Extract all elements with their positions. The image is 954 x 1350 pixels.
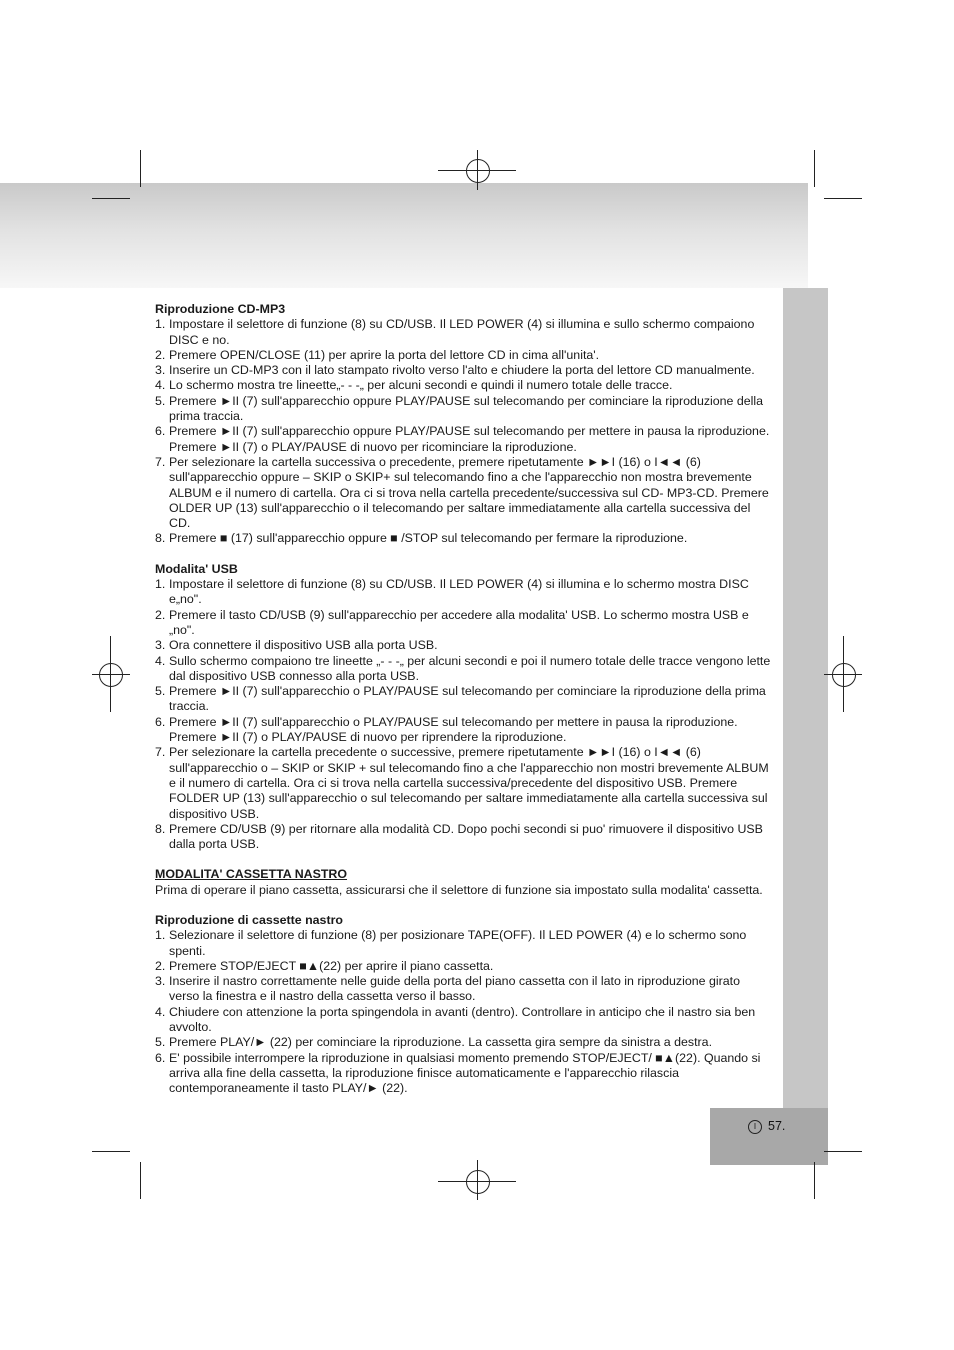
registration-mark: [832, 663, 856, 687]
list-item: 5. Premere PLAY/► (22) per cominciare la riproduzione. La cassetta gira sempre da sinistra a destra.: [155, 1035, 713, 1050]
list-item: 5. Premere ►II (7) sull'apparecchio o PLAY/PAUSE sul telecomando per cominciare la riproduzione della prima traccia.: [155, 684, 766, 714]
page-number-text: 57.: [768, 1119, 786, 1133]
registration-mark: [466, 159, 490, 183]
list-item: 8. Premere ■ (17) sull'apparecchio oppure ■ /STOP sul telecomando per fermare la riproduzione.: [155, 531, 688, 546]
crop-mark: [92, 1151, 130, 1152]
list-item: 4. Chiudere con attenzione la porta spingendola in avanti (dentro). Controllare in anticipo che il nastro sia ben avvolto.: [155, 1004, 756, 1035]
list-item: 1. Impostare il selettore di funzione (8) su CD/USB. Il LED POWER (4) si illumina e sullo schermo compaiono DISC e no.: [155, 317, 755, 347]
list-item: 2. Premere OPEN/CLOSE (11) per aprire la porta del lettore CD in cima all'unita'.: [155, 347, 600, 362]
crop-mark: [824, 1151, 862, 1152]
list-item: 2. Premere il tasto CD/USB (9) sull'apparecchio per accedere alla modalita' USB. Lo schermo mostra USB e „no".: [155, 607, 749, 637]
list-item: 8. Premere CD/USB (9) per ritornare alla modalità CD. Dopo pochi secondi si puo' rimuovere il dispositivo USB dalla porta USB.: [155, 821, 763, 852]
side-tab-strip: [783, 288, 828, 1165]
intro-paragraph: Prima di operare il piano cassetta, assicurarsi che il selettore di funzione sia impostato sulla modalita' cassetta.: [155, 882, 763, 897]
list-item: 6. Premere ►II (7) sull'apparecchio oppure PLAY/PAUSE sul telecomando per mettere in pausa la riproduzione. Premere ►II (7) o PLAY/PAUSE di nuovo per ricominciare la riproduzione.: [155, 424, 770, 454]
crop-mark: [92, 198, 130, 199]
registration-mark: [466, 1170, 490, 1194]
numbered-list: [155, 577, 773, 852]
crop-mark: [140, 1162, 141, 1199]
list-item: 6. Premere ►II (7) sull'apparecchio o PLAY/PAUSE sul telecomando per mettere in pausa la riproduzione. Premere ►II (7) o PLAY/PAUSE di nuovo per riprendere la riproduzione.: [155, 714, 738, 745]
section-heading-underlined: MODALITA' CASSETTA NASTRO: [155, 867, 348, 882]
list-item: 3. Inserire il nastro correttamente nelle guide della porta del piano cassetta con il lato in riproduzione girato verso la finestra e il nastro della cassetta verso il basso.: [155, 974, 740, 1004]
crop-mark: [814, 1162, 815, 1199]
crop-mark: [814, 150, 815, 187]
list-item: 5. Premere ►II (7) sull'apparecchio oppure PLAY/PAUSE sul telecomando per cominciare la riproduzione della prima traccia.: [155, 393, 764, 424]
page-number: [748, 1119, 785, 1134]
list-item: 1. Selezionare il selettore di funzione (8) per posizionare TAPE(OFF). Il LED POWER (4) e lo schermo sono spenti.: [155, 928, 747, 958]
list-item: 6. E' possibile interrompere la riproduzione in qualsiasi momento premendo STOP/EJECT/ ■▲(22). Quando si arriva alla fine della cassetta, la riproduzione finisce automaticamente e l'apparecchio rilascia contemporaneamente il tasto PLAY/► (22).: [155, 1050, 761, 1096]
section-heading: Modalita' USB: [155, 561, 238, 576]
section-heading: Riproduzione di cassette nastro: [155, 912, 343, 927]
list-item: 7. Per selezionare la cartella precedente o successive, premere ripetutamente ►►I (16) o I◄◄ (6) sull'apparecchio o – SKIP or SKIP + sul telecomando fino a che l'apparecchio non mostri brevemente ALBUM e il numero di cartella. Ora ci si trova nella cartella successiva/precedente del dispositivo USB. Premere FOLDER UP (13) sull'apparecchio o sul telecomando per saltare immediatamente alla cartella successiva sul dispositivo USB.: [155, 745, 769, 821]
numbered-list: [155, 317, 773, 546]
crop-mark: [140, 150, 141, 187]
list-item: 1. Impostare il selettore di funzione (8) su CD/USB. Il LED POWER (4) si illumina e lo schermo mostra DISC e„no".: [155, 577, 749, 607]
list-item: 2. Premere STOP/EJECT ■▲(22) per aprire il piano cassetta.: [155, 958, 494, 973]
manual-text: [155, 302, 773, 1097]
list-item: 3. Ora connettere il dispositivo USB alla porta USB.: [155, 638, 438, 653]
section-heading: Riproduzione CD-MP3: [155, 302, 286, 316]
crop-mark: [824, 198, 862, 199]
page-number-box: [710, 1108, 828, 1165]
registration-mark: [99, 663, 123, 687]
list-item: 4. Lo schermo mostra tre lineette„- - -„ per alcuni secondi e quindi il numero totale delle tracce.: [155, 378, 673, 393]
numbered-list: [155, 928, 773, 1096]
list-item: 7. Per selezionare la cartella successiva o precedente, premere ripetutamente ►►I (16) o I◄◄ (6) sull'apparecchio oppure – SKIP o SKIP+ sul telecomando fino a che l'apparecchio non mostra brevemente ALBUM e il numero di cartella. Ora ci si trova nella cartella precedente/successiva sul CD- MP3-CD. Premere OLDER UP (13) sull'apparecchio o il telecomando per saltare immediatamente alla cartella successiva del CD.: [155, 454, 769, 531]
list-item: 4. Sullo schermo compaiono tre lineette „- - -„ per alcuni secondi e poi il numero totale delle tracce vengono lette dal dispositivo USB connesso alla porta USB.: [155, 653, 771, 683]
language-badge: I: [748, 1120, 762, 1134]
list-item: 3. Inserire un CD-MP3 con il lato stampato rivolto verso l'alto e chiudere la porta del lettore CD manualmente.: [155, 363, 755, 378]
